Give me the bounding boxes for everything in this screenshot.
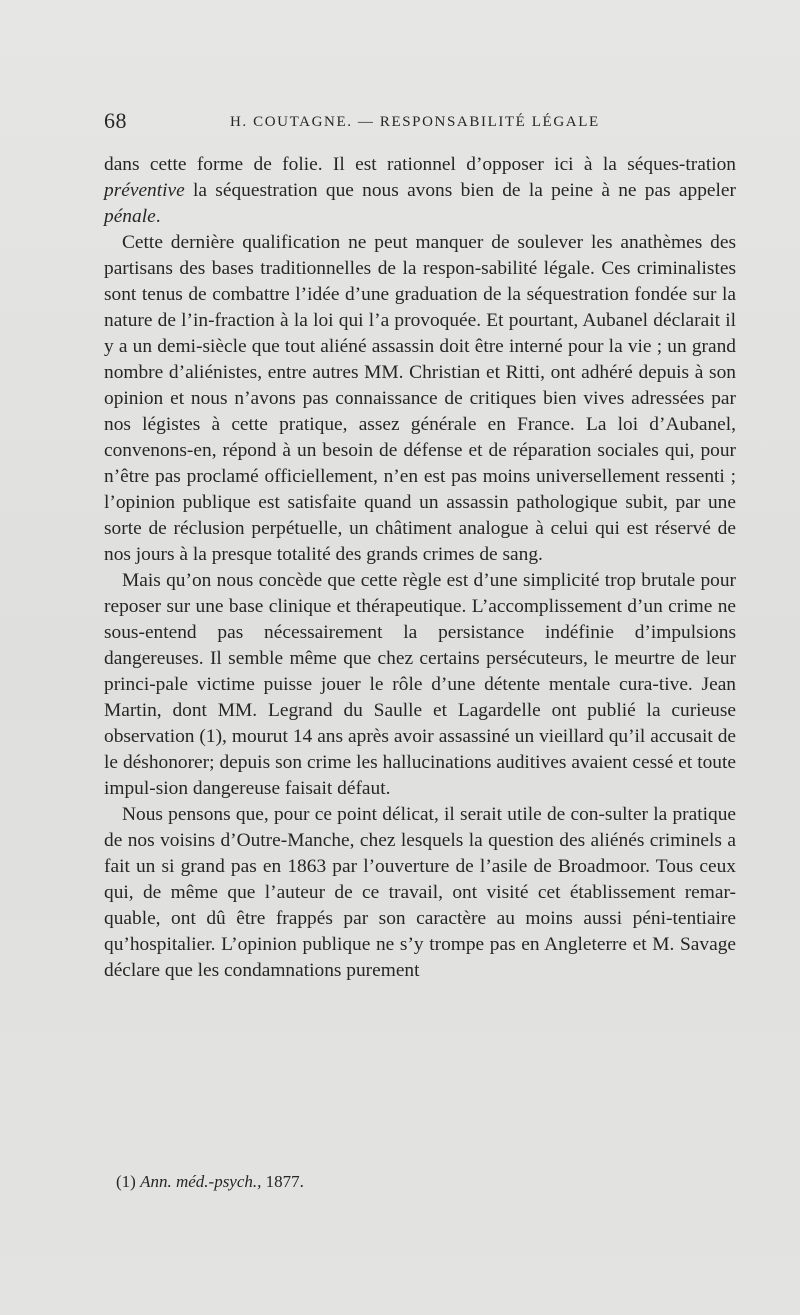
running-head: H. COUTAGNE. — RESPONSABILITÉ LÉGALE — [230, 114, 600, 130]
footnote-source: Ann. méd.-psych., — [140, 1172, 262, 1191]
paragraph-1-text-c: . — [155, 206, 161, 227]
paragraph-1-text-a: dans cette forme de folie. Il est rationnel d’opposer ici à la séques-tration — [104, 154, 736, 175]
italic-penale: pénale — [104, 206, 156, 227]
footnote-marker: (1) — [116, 1172, 136, 1191]
paragraph-1 — [104, 152, 736, 230]
paragraph-1-text-b: la séquestration que nous avons bien de la peine à ne pas appeler — [184, 180, 736, 201]
page-number: 68 — [104, 108, 127, 133]
paragraph-4: Nous pensons que, pour ce point délicat, il serait utile de con-sulter la pratique de nos voisins d’Outre-Manche, chez lesquels la question des aliénés criminels a fait un si grand pas en 1863 par l’ouverture de l’asile de Broadmoor. Tous ceux qui, de même que l’auteur de ce travail, ont visité cet établissement remar-quable, ont dû être frappés par son caractère au moins aussi péni-tentiaire qu’hospitalier. L’opinion publique ne s’y trompe pas en Angleterre et M. Savage déclare que les condamnations purement — [104, 804, 736, 981]
footnote — [116, 1172, 304, 1192]
italic-preventive: préventive — [104, 180, 185, 201]
paragraph-2: Cette dernière qualification ne peut manquer de soulever les anathèmes des partisans des bases traditionnelles de la respon-sabilité légale. Ces criminalistes sont tenus de combattre l’idée d’une graduation de la séquestration fondée sur la nature de l’in-fraction à la loi qui l’a provoquée. Et pourtant, Aubanel déclarait il y a un demi-siècle que tout aliéné assassin doit être interné pour la vie ; un grand nombre d’aliénistes, entre autres MM. Christian et Ritti, ont adhéré depuis à son opinion et nous n’avons pas connaissance de critiques bien vives adressées par nos légistes à cette pratique, assez générale en France. La loi d’Aubanel, convenons-en, répond à un besoin de défense et de réparation sociales qui, pour n’être pas proclamé officiellement, n’en est pas moins universellement ressenti ; l’opinion publique est satisfaite quand un assassin pathologique subit, par une sorte de réclusion perpétuelle, un châtiment analogue à celui qui est réservé de nos jours à la presque totalité des grands crimes de sang. — [104, 232, 736, 565]
paragraph-3: Mais qu’on nous concède que cette règle est d’une simplicité trop brutale pour reposer sur une base clinique et thérapeutique. L’accomplissement d’un crime ne sous-entend pas nécessairement la persistance indéfinie d’impulsions dangereuses. Il semble même que chez certains persécuteurs, le meurtre de leur princi-pale victime puisse jouer le rôle d’une détente mentale cura-tive. Jean Martin, dont MM. Legrand du Saulle et Lagardelle ont publié la curieuse observation (1), mourut 14 ans après avoir assassiné un vieillard qu’il accusait de le déshonorer; depuis son crime les hallucinations auditives avaient cessé et toute impul-sion dangereuse faisait défaut. — [104, 570, 736, 799]
page-header — [104, 108, 736, 138]
footnote-year: 1877. — [265, 1172, 304, 1191]
body-text — [104, 152, 736, 984]
